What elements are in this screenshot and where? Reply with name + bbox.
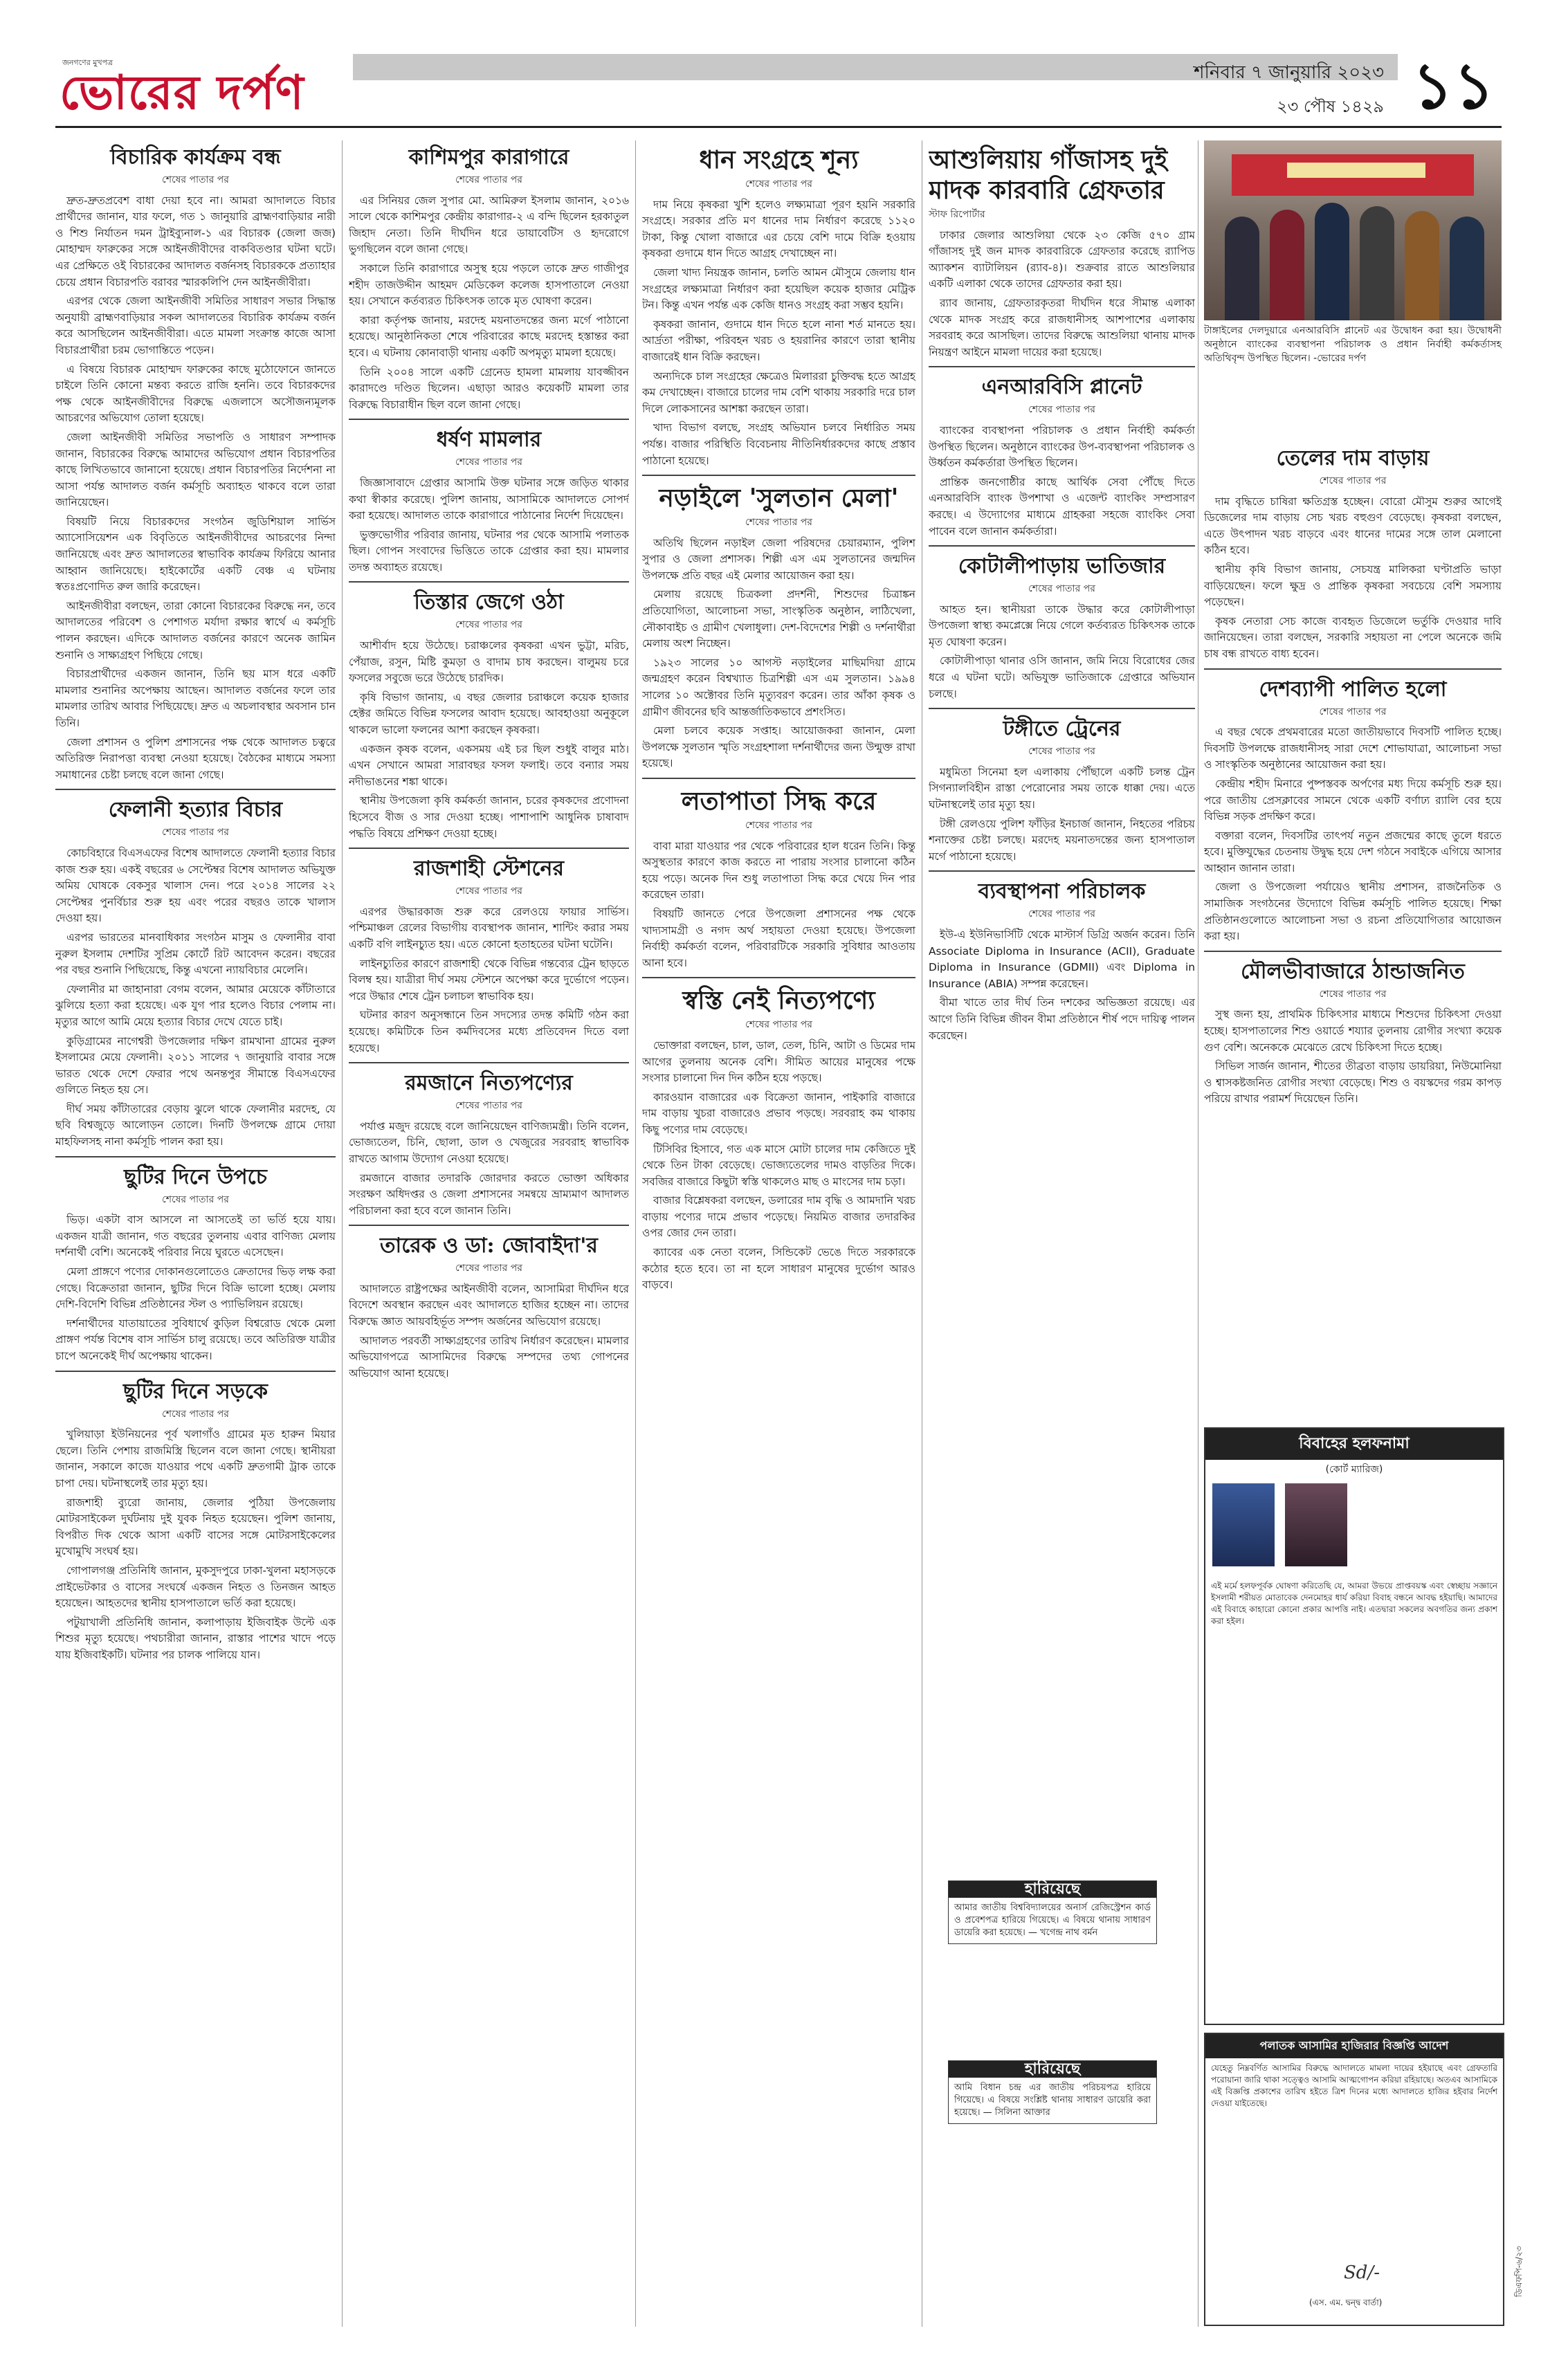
headline[interactable]: রমজানে নিত্যপণ্যের: [405, 1071, 573, 1096]
paragraph: কৃষক নেতারা সেচ কাজে ব্যবহৃত ডিজেলে ভর্তুকি দেওয়ার দাবি জানিয়েছেন। তারা বলছেন, সরকারি সহায়তা না পেলে অনেকে জমি চাষ বন্ধ রাখতে বাধ্য হবেন।: [1204, 614, 1502, 660]
paragraph: আদালতে রাষ্ট্রপক্ষের আইনজীবী বলেন, আসামিরা দীর্ঘদিন ধরে বিদেশে অবস্থান করছেন এবং আদালতে হাজির হচ্ছেন না। তাদের বিরুদ্ধে জ্ঞাত আয়বহির্ভূত সম্পদ অর্জনের অভিযোগ রয়েছে।: [349, 1282, 629, 1328]
paragraph: দাম বৃদ্ধিতে চাষিরা ক্ষতিগ্রস্ত হচ্ছেন। বোরো মৌসুম শুরুর আগেই ডিজেলের দাম বাড়ায় সেচ খরচ বহুগুণ বেড়েছে। কৃষকরা বলছেন, এতে উৎপাদন খরচ বাড়বে এবং ধানের দামের সঙ্গে তাল মেলানো কঠিন হবে।: [1204, 495, 1502, 557]
paragraph: এর সিনিয়র জেল সুপার মো. আমিরুল ইসলাম জানান, ২০১৬ সালে থেকে কাশিমপুর কেন্দ্রীয় কারাগার-২ এ বন্দি ছিলেন হরকাতুল জিহাদ নেতা। তিনি দীর্ঘদিন ধরে ডায়াবেটিস ও হৃদরোগে ভুগছিলেন বলে জানা গেছে।: [349, 194, 629, 256]
affidavit-title: বিবাহের হলফনামা: [1205, 1429, 1503, 1460]
continued-label: শেষের পাতার পর: [162, 174, 229, 185]
side-note: ডিএফপি-৬/২৩: [1514, 2246, 1524, 2297]
page-number: ১১: [1412, 48, 1495, 123]
paragraph: এরপর উদ্ধারকাজ শুরু করে রেলওয়ে ফায়ার সার্ভিস। পশ্চিমাঞ্চল রেলের বিভাগীয় ব্যবস্থাপক জানান, শান্টিং করার সময় একটি বগি লাইনচ্যুত হয়। এতে কোনো হতাহতের ঘটনা ঘটেনি।: [349, 905, 629, 951]
continued-label: শেষের পাতার পর: [1028, 404, 1095, 416]
photo-person: [1450, 217, 1484, 320]
paragraph: রাজশাহী ব্যুরো জানায়, জেলার পুঠিয়া উপজেলায় মোটরসাইকেল দুর্ঘটনায় দুই যুবক নিহত হয়েছেন। পুলিশ জানায়, বিপরীত দিক থেকে আসা একটি বাসের সঙ্গে মোটরসাইকেলের মুখোমুখি সংঘর্ষ হয়।: [55, 1496, 336, 1558]
column-5: [1204, 441, 1502, 1417]
paragraph: এ বছর থেকে প্রথমবারের মতো জাতীয়ভাবে দিবসটি পালিত হচ্ছে। দিবসটি উপলক্ষে রাজধানীসহ সারা দেশে শোভাযাত্রা, আলোচনা সভা ও সাংস্কৃতিক অনুষ্ঠানের আয়োজন করা হয়।: [1204, 726, 1502, 771]
paragraph: আহত হন। স্থানীয়রা তাকে উদ্ধার করে কোটালীপাড়া উপজেলা স্বাস্থ্য কমপ্লেক্সে নিয়ে গেলে কর্তব্যরত চিকিৎসক তাকে মৃত ঘোষণা করেন।: [929, 603, 1195, 648]
article-separator: [929, 366, 1195, 370]
paragraph: কেন্দ্রীয় শহীদ মিনারে পুষ্পস্তবক অর্পণের মধ্য দিয়ে কর্মসূচি শুরু হয়। পরে জাতীয় প্রেসক্লাবের সামনে থেকে একটি বর্ণাঢ্য র‍্যালি বের হয়ে বিভিন্ন সড়ক প্রদক্ষিণ করে।: [1204, 777, 1502, 823]
paragraph: বিষয়টি নিয়ে বিচারকদের সংগঠন জুডিশিয়াল সার্ভিস অ্যাসোসিয়েশন এক বিবৃতিতে আইনজীবীদের আচরণের নিন্দা জানিয়েছে এবং দ্রুত আদালতের স্বাভাবিক কার্যক্রম ফিরিয়ে আনার আহ্বান জানিয়েছে। হাইকোর্টের একটি বেঞ্চ এ ঘটনায় স্বতঃপ্রণোদিত রুল জারি করেছেন।: [55, 515, 336, 594]
paragraph: স্থানীয় কৃষি বিভাগ জানায়, সেচযন্ত্র মালিকরা ঘণ্টাপ্রতি ভাড়া বাড়িয়েছেন। ফলে ক্ষুদ্র ও প্রান্তিক কৃষকরা সবচেয়ে বেশি সমস্যায় পড়েছেন।: [1204, 562, 1502, 609]
paragraph: আশীর্বাদ হয়ে উঠেছে। চরাঞ্চলের কৃষকরা এখন ভুট্টা, মরিচ, পেঁয়াজ, রসুন, মিষ্টি কুমড়া ও বাদাম চাষ করছেন। বালুময় চরে ফসলের সবুজে ভরে উঠেছে চারদিক।: [349, 639, 629, 685]
paragraph: র‍্যাব জানায়, গ্রেফতারকৃতরা দীর্ঘদিন ধরে সীমান্ত এলাকা থেকে মাদক সংগ্রহ করে রাজধানীসহ আশপাশের এলাকায় সরবরাহ করে আসছিল। তাদের বিরুদ্ধে আশুলিয়া থানায় মাদক নিয়ন্ত্রণ আইনে মামলা দায়ের করা হয়েছে।: [929, 296, 1195, 358]
lost-notice-body: আমি বিধান চন্দ্র এর জাতীয় পরিচয়পত্র হারিয়ে গিয়েছে। এ বিষয়ে সংশ্লিষ্ট থানায় সাধারণ ডায়েরি করা হয়েছে। — সিলিনা আক্তার: [954, 2082, 1151, 2118]
newspaper-logo[interactable]: [55, 54, 346, 123]
headline[interactable]: ফেলানী হত্যার বিচার: [108, 798, 283, 823]
masthead: [55, 48, 1502, 130]
paragraph: আদালত পরবর্তী সাক্ষ্যগ্রহণের তারিখ নির্ধারণ করেছেন। মামলার অভিযোগপত্রে আসামিদের বিরুদ্ধে সম্পদের তথ্য গোপনের অভিযোগ আনা হয়েছে।: [349, 1334, 629, 1380]
groom-photo: [1212, 1483, 1275, 1566]
signature: Sd/-: [1344, 2262, 1380, 2283]
paragraph: কুড়িগ্রামের নাগেশ্বরী উপজেলার দক্ষিণ রামখানা গ্রামের নুরুল ইসলামের মেয়ে ফেলানী। ২০১১ সালের ৭ জানুয়ারি বাবার সঙ্গে ভারত থেকে দেশে ফেরার পথে অনন্তপুর সীমান্তে বিএসএফের গুলিতে নিহত হয় সে।: [55, 1034, 336, 1097]
column-2: [349, 140, 629, 2327]
photo-person: [1270, 210, 1304, 320]
logo-wordmark: ভোরের দর্পণ: [60, 65, 304, 120]
issue-dates: [1194, 58, 1384, 122]
paragraph: খুলিয়াড়া ইউনিয়নের পূর্ব খলাগাঁও গ্রামের মৃত হারুন মিয়ার ছেলে। তিনি পেশায় রাজমিস্ত্রি ছিলেন বলে জানা গেছে। স্থানীয়রা জানান, সকালে কাজে যাওয়ার পথে একটি দ্রুতগামী ট্রাক তাকে চাপা দেয়। ঘটনাস্থলেই তার মৃত্যু হয়।: [55, 1428, 336, 1490]
bride-photo: [1285, 1483, 1347, 1566]
continued-label: শেষের পাতার পর: [455, 174, 522, 185]
paragraph: জেলা খাদ্য নিয়ন্ত্রক জানান, চলতি আমন মৌসুমে জেলায় ধান সংগ্রহের লক্ষ্যমাত্রা নির্ধারণ করা হয়েছিল কয়েক হাজার মেট্রিক টন। কিন্তু এখন পর্যন্ত এক কেজি ধানও সংগ্রহ করা সম্ভব হয়নি।: [642, 266, 915, 312]
logo-tagline: জনগণের মুখপত্র: [62, 58, 113, 67]
article-separator: [55, 1371, 336, 1375]
headline[interactable]: মৌলভীবাজারে ঠান্ডাজনিত: [1241, 959, 1465, 984]
paragraph: পটুয়াখালী প্রতিনিধি জানান, কলাপাড়ায় ইজিবাইক উল্টে এক শিশুর মৃত্যু হয়েছে। পথচারীরা জানান, রাস্তার পাশের খাদে পড়ে যায় ইজিবাইকটি। ঘটনার পর চালক পালিয়ে যান।: [55, 1615, 336, 1661]
paragraph: কোটালীপাড়া থানার ওসি জানান, জমি নিয়ে বিরোধের জের ধরে এ ঘটনা ঘটে। অভিযুক্ত ভাতিজাকে গ্রেপ্তারে অভিযান চলছে।: [929, 654, 1195, 700]
lost-notice-title: হারিয়েছে: [949, 1881, 1156, 1898]
lost-notice: [948, 1880, 1157, 1944]
paragraph: প্রান্তিক জনগোষ্ঠীর কাছে আর্থিক সেবা পৌঁছে দিতে এনআরবিসি ব্যাংক উপশাখা ও এজেন্ট ব্যাংকিং সম্প্রসারণ করছে। এ উদ্যোগের মাধ্যমে গ্রাহকরা সহজে ব্যাংকিং সেবা পাবেন বলে জানান কর্মকর্তারা।: [929, 475, 1195, 538]
paragraph: রমজানে বাজার তদারকি জোরদার করতে ভোক্তা অধিকার সংরক্ষণ অধিদপ্তর ও জেলা প্রশাসনের সমন্বয়ে ভ্রাম্যমাণ আদালত পরিচালনা করা হবে বলে জানান তিনি।: [349, 1171, 629, 1217]
paragraph: এরপর থেকে জেলা আইনজীবী সমিতির সাধারণ সভার সিদ্ধান্ত অনুযায়ী ব্রাহ্মণবাড়িয়ার সকল আদালতের বিচারিক কার্যক্রম বর্জন করে আসছিলেন আইনজীবীরা। এতে মামলা সংক্রান্ত কাজে আসা বিচারপ্রার্থীরা চরম ভোগান্তিতে পড়েন।: [55, 295, 336, 356]
paragraph: ফেলানীর মা জাহানারা বেগম বলেন, আমার মেয়েকে কাঁটাতারে ঝুলিয়ে হত্যা করা হয়েছে। এক যুগ পার হলেও বিচার পেলাম না। মৃত্যুর আগে আমি মেয়ে হত্যার বিচার দেখে যেতে চাই।: [55, 982, 336, 1028]
paragraph: সুস্থ জন্য হয়, প্রাথমিক চিকিৎসার মাধ্যমে শিশুদের চিকিৎসা দেওয়া হচ্ছে। হাসপাতালের শিশু ওয়ার্ডে শয্যার তুলনায় রোগীর সংখ্যা কয়েক গুণ বেশি। অনেককে মেঝেতে রেখে চিকিৎসা দিতে হচ্ছে।: [1204, 1008, 1502, 1054]
column-rule: [635, 140, 636, 2327]
article-separator: [349, 1225, 629, 1229]
article-separator: [1204, 668, 1502, 672]
column-1: [55, 140, 336, 2327]
article-separator: [349, 419, 629, 423]
continued-label: শেষের পাতার পর: [1028, 908, 1095, 920]
paragraph: বিষয়টি জানতে পেরে উপজেলা প্রশাসনের পক্ষ থেকে খাদ্যসামগ্রী ও নগদ অর্থ সহায়তা দেওয়া হয়েছে। উপজেলা নির্বাহী কর্মকর্তা বলেন, পরিবারটিকে সরকারি সুবিধার আওতায় আনা হবে।: [642, 907, 915, 969]
paragraph: গোপালগঞ্জ প্রতিনিধি জানান, মুকসুদপুরে ঢাকা-খুলনা মহাসড়কে প্রাইভেটকার ও বাসের সংঘর্ষে একজন নিহত ও তিনজন আহত হয়েছেন। আহতদের স্থানীয় হাসপাতালে ভর্তি করা হয়েছে।: [55, 1564, 336, 1610]
court-notice-title: পলাতক আসামির হাজিরার বিজ্ঞপ্তি আদেশ: [1205, 2034, 1503, 2058]
continued-label: শেষের পাতার পর: [745, 820, 812, 831]
continued-label: শেষের পাতার পর: [455, 886, 522, 897]
paragraph: ঢাকার জেলার আশুলিয়া থেকে ২৩ কেজি ৫৭০ গ্রাম গাঁজাসহ দুই জন মাদক কারবারিকে গ্রেফতার করেছে র‍্যাপিড অ্যাকশন ব্যাটালিয়ন (র‍্যাব-৪)। শুক্রবার রাতে আশুলিয়ার একটি এলাকা থেকে তাদের গ্রেফতার করা হয়।: [929, 228, 1195, 291]
paragraph: দীর্ঘ সময় কাঁটাতারের বেড়ায় ঝুলে থাকে ফেলানীর মরদেহ, যে ছবি বিশ্বজুড়ে আলোড়ন তোলে। দিনটি উপলক্ষে গ্রামে দোয়া মাহফিলসহ নানা কর্মসূচি পালন করা হয়।: [55, 1102, 336, 1148]
headline[interactable]: ধান সংগ্রহে শূন্য: [699, 145, 859, 174]
continued-label: শেষের পাতার পর: [162, 1193, 229, 1205]
continued-label: শেষের পাতার পর: [745, 1019, 812, 1031]
headline[interactable]: নড়াইলে 'সুলতান মেলা': [659, 484, 899, 513]
column-4: [929, 140, 1195, 1849]
paragraph: এরপর ভারতের মানবাধিকার সংগঠন মাসুম ও ফেলানীর বাবা নুরুল ইসলাম দেশটির সুপ্রিম কোর্টে রিট আবেদন করেন। বছরের পর বছর শুনানি পিছিয়েছে, কিন্তু এখনো ন্যায়বিচার মেলেনি।: [55, 931, 336, 977]
paragraph: ভিড়। একটা বাস আসলে না আসতেই তা ভর্তি হয়ে যায়। একজন যাত্রী জানান, গত বছরের তুলনায় এবার বাণিজ্য মেলায় দর্শনার্থী বেশি। অনেকেই পরিবার নিয়ে ঘুরতে এসেছেন।: [55, 1214, 336, 1259]
news-photo[interactable]: [1204, 140, 1502, 320]
header-divider: [55, 126, 1502, 128]
article-separator: [1204, 951, 1502, 955]
court-notice-body: যেহেতু নিম্নবর্ণিত আসামির বিরুদ্ধে আদালতে মামলা দায়ের হইয়াছে এবং গ্রেফতারি পরোয়ানা জারি থাকা সত্ত্বেও আসামি আত্মগোপন করিয়া রহিয়াছে। অতএব আসামিকে এই বিজ্ঞপ্তি প্রকাশের তারিখ হইতে ত্রিশ দিনের মধ্যে আদালতে হাজির হইবার নির্দেশ দেওয়া যাইতেছে।: [1211, 2063, 1497, 2108]
headline[interactable]: কাশিমপুর কারাগারে: [408, 145, 569, 170]
headline[interactable]: তেলের দাম বাড়ায়: [1276, 446, 1430, 470]
paragraph: কারা কর্তৃপক্ষ জানায়, মরদেহ ময়নাতদন্তের জন্য মর্গে পাঠানো হয়েছে। আনুষ্ঠানিকতা শেষে পরিবারের কাছে মরদেহ হস্তান্তর করা হবে। এ ঘটনায় কোনাবাড়ী থানায় একটি অপমৃত্যু মামলা হয়েছে।: [349, 313, 629, 359]
paragraph: জেলা আইনজীবী সমিতির সভাপতি ও সাধারণ সম্পাদক জানান, বিচারকের বিরুদ্ধে আমাদের অভিযোগ প্রধান বিচারপতির কাছে লিখিতভাবে জানানো হয়েছে। প্রধান বিচারপতির নির্দেশনা না আসা পর্যন্ত আদালত বর্জন কর্মসূচি অব্যাহত থাকবে বলে তারা জানিয়েছেন।: [55, 430, 336, 509]
continued-label: শেষের পাতার পর: [455, 1100, 522, 1112]
continued-label: শেষের পাতার পর: [455, 619, 522, 631]
paragraph: দর্শনার্থীদের যাতায়াতের সুবিধার্থে কুড়িল বিশ্বরোড থেকে মেলা প্রাঙ্গণ পর্যন্ত বিশেষ বাস সার্ভিস চালু রয়েছে। তবে অতিরিক্ত যাত্রীর চাপে অনেকেই দীর্ঘ অপেক্ষায় থাকেন।: [55, 1317, 336, 1362]
photo-person: [1315, 203, 1349, 320]
paragraph: ভোক্তারা বলছেন, চাল, ডাল, তেল, চিনি, আটা ও ডিমের দাম আগের তুলনায় অনেক বেশি। সীমিত আয়ের মানুষের পক্ষে সংসার চালানো দিন দিন কঠিন হয়ে পড়ছে।: [642, 1038, 915, 1085]
lost-notice: [948, 2060, 1157, 2124]
paragraph: ঘটনার কারণ অনুসন্ধানে তিন সদস্যের তদন্ত কমিটি গঠন করা হয়েছে। কমিটিকে তিন কর্মদিবসের মধ্যে প্রতিবেদন দিতে বলা হয়েছে।: [349, 1009, 629, 1054]
affidavit-photos: [1205, 1479, 1503, 1576]
headline[interactable]: দেশব্যাপী পালিত হলো: [1259, 677, 1447, 702]
column-3: [642, 140, 915, 2327]
continued-label: শেষের পাতার পর: [1319, 475, 1387, 486]
headline[interactable]: কোটালীপাড়ায় ভাতিজার: [958, 554, 1166, 579]
lost-notice-title: হারিয়েছে: [949, 2061, 1156, 2078]
paragraph: কারওয়ান বাজারের এক বিক্রেতা জানান, পাইকারি বাজারে দাম বাড়ায় খুচরা বাজারেও প্রভাব পড়ছে। সরবরাহ কম থাকায় কিছু পণ্যের দাম বেড়েছে।: [642, 1090, 915, 1136]
continued-label: শেষের পাতার পর: [745, 517, 812, 529]
paragraph: অতিথি ছিলেন নড়াইল জেলা পরিষদের চেয়ারম্যান, পুলিশ সুপার ও জেলা প্রশাসক। শিল্পী এস এম সুলতানের জন্মদিন উপলক্ষে প্রতি বছর এই মেলার আয়োজন করা হয়।: [642, 536, 915, 582]
photo-caption: টাঙ্গাইলের দেলদুয়ারে এনআরবিসি প্লানেট এর উদ্বোধন করা হয়। উদ্বোধনী অনুষ্ঠানে ব্যাংকের ব্যবস্থাপনা পরিচালক ও প্রধান নির্বাহী কর্মকর্তাসহ অতিথিবৃন্দ উপস্থিত ছিলেন। -ভোরের দর্পণ: [1204, 325, 1502, 364]
continued-label: শেষের পাতার পর: [745, 178, 812, 190]
photo-person: [1225, 217, 1259, 320]
paragraph: তিনি ২০০৪ সালে একটি গ্রেনেড হামলা মামলায় যাবজ্জীবন কারাদণ্ডে দণ্ডিত ছিলেন। এছাড়া আরও কয়েকটি মামলা তার বিরুদ্ধে বিচারাধীন ছিল বলে জানা গেছে।: [349, 365, 629, 411]
article-separator: [929, 870, 1195, 875]
issue-date-gregorian: শনিবার ৭ জানুয়ারি ২০২৩: [1194, 62, 1384, 83]
paragraph: মেলায় রয়েছে চিত্রকলা প্রদর্শনী, শিশুদের চিত্রাঙ্কন প্রতিযোগিতা, আলোচনা সভা, সাংস্কৃতিক অনুষ্ঠান, লাঠিখেলা, নৌকাবাইচ ও গ্রামীণ খেলাধুলা। দেশ-বিদেশের শিল্পী ও দর্শনার্থীরা মেলায় অংশ নিচ্ছেন।: [642, 588, 915, 650]
paragraph: ব্যাংকের ব্যবস্থাপনা পরিচালক ও প্রধান নির্বাহী কর্মকর্তা উপস্থিত ছিলেন। অনুষ্ঠানে ব্যাংকের উপ-ব্যবস্থাপনা পরিচালক ও উর্ধ্বতন কর্মকর্তারা উপস্থিত ছিলেন।: [929, 423, 1195, 470]
paragraph: সকালে তিনি কারাগারে অসুস্থ হয়ে পড়লে তাকে দ্রুত গাজীপুর শহীদ তাজউদ্দীন আহমদ মেডিকেল কলেজ হাসপাতালে নেওয়া হয়। সেখানে কর্তব্যরত চিকিৎসক তাকে মৃত ঘোষণা করেন।: [349, 262, 629, 308]
headline[interactable]: ধর্ষণ মামলার: [436, 428, 542, 452]
paragraph: ১৯২৩ সালের ১০ আগস্ট নড়াইলের মাছিমদিয়া গ্রামে জন্মগ্রহণ করেন বিশ্বখ্যাত চিত্রশিল্পী এস এম সুলতান। ১৯৯৪ সালের ১০ অক্টোবর তিনি মৃত্যুবরণ করেন। তার আঁকা কৃষক ও গ্রামীণ জীবনের ছবি আন্তর্জাতিকভাবে প্রশংসিত।: [642, 656, 915, 718]
article-separator: [642, 977, 915, 981]
headline[interactable]: ছুটির দিনে উপচে: [124, 1164, 267, 1189]
paragraph: বক্তারা বলেন, দিবসটির তাৎপর্য নতুন প্রজন্মের কাছে তুলে ধরতে হবে। মুক্তিযুদ্ধের চেতনায় উদ্বুদ্ধ হয়ে দেশ গঠনে সবাইকে এগিয়ে আসার আহ্বান জানান তারা।: [1204, 829, 1502, 875]
article-separator: [55, 1156, 336, 1160]
paragraph: একজন কৃষক বলেন, একসময় এই চর ছিল শুধুই বালুর মাঠ। এখন সেখানে আমরা সারাবছর ফসল ফলাই। তবে বন্যার সময় নদীভাঙনের শঙ্কা থাকে।: [349, 742, 629, 788]
continued-label: শেষের পাতার পর: [1028, 583, 1095, 595]
paragraph: অন্যদিকে চাল সংগ্রহের ক্ষেত্রেও মিলাররা চুক্তিবদ্ধ হতে আগ্রহ কম দেখাচ্ছেন। বাজারে চালের দাম বেশি থাকায় সরকারি দরে চাল দিলে লোকসানের আশঙ্কা করছেন তারা।: [642, 369, 915, 415]
headline[interactable]: ছুটির দিনে সড়কে: [122, 1379, 268, 1404]
article-separator: [929, 708, 1195, 712]
paragraph: বাবা মারা যাওয়ার পর থেকে পরিবারের হাল ধরেন তিনি। কিন্তু অসুস্থতার কারণে কাজ করতে না পারায় সংসার চালানো কঠিন হয়ে পড়ে। অনেক দিন শুধু লতাপাতা সিদ্ধ করে খেয়ে দিন পার করেছেন তারা।: [642, 839, 915, 901]
photo-person: [1405, 211, 1439, 320]
continued-label: শেষের পাতার পর: [1319, 988, 1387, 1000]
headline[interactable]: স্বস্তি নেই নিত্যপণ্যে: [682, 986, 875, 1016]
issue-date-bangla: ২৩ পৌষ ১৪২৯: [1277, 97, 1384, 116]
court-notice-signatory: (এস. এম. দ্বন্দ্ব বার্তা): [1309, 2298, 1383, 2307]
continued-label: শেষের পাতার পর: [162, 1408, 229, 1420]
article-separator: [642, 475, 915, 479]
affidavit-notice: [1204, 1427, 1504, 2025]
article-separator: [349, 1062, 629, 1066]
continued-label: শেষের পাতার পর: [1028, 746, 1095, 758]
headline[interactable]: তিস্তার জেগে ওঠা: [414, 590, 564, 615]
article-separator: [55, 789, 336, 793]
article-separator: [349, 581, 629, 585]
paragraph: দাম নিয়ে কৃষকরা খুশি হলেও লক্ষ্যমাত্রা পূরণ হয়নি সরকারি সংগ্রহে। সরকার প্রতি মণ ধানের দাম নির্ধারণ করেছে ১১২০ টাকা, কিন্তু খোলা বাজারে এর চেয়ে বেশি দামে বিক্রি হওয়ায় কৃষকরা গুদামে ধান দিতে আগ্রহ দেখাচ্ছেন না।: [642, 198, 915, 260]
headline[interactable]: লতাপাতা সিদ্ধ করে: [681, 787, 877, 816]
paragraph: বীমা খাতে তার দীর্ঘ তিন দশকের অভিজ্ঞতা রয়েছে। এর আগে তিনি বিভিন্ন জীবন বীমা প্রতিষ্ঠানে শীর্ষ পদে দায়িত্ব পালন করেছেন।: [929, 996, 1195, 1042]
headline[interactable]: বিচারিক কার্যক্রম বন্ধ: [110, 145, 281, 170]
paragraph: কৃষি বিভাগ জানায়, এ বছর জেলার চরাঞ্চলে কয়েক হাজার হেক্টর জমিতে বিভিন্ন ফসলের আবাদ হয়েছে। আবহাওয়া অনুকূলে থাকলে ভালো ফলনের আশা করছেন কৃষকরা।: [349, 690, 629, 737]
continued-label: শেষের পাতার পর: [455, 1263, 522, 1274]
column-rule: [342, 140, 343, 2327]
continued-label: শেষের পাতার পর: [455, 457, 522, 468]
paragraph: লাইনচ্যুতির কারণে রাজশাহী থেকে বিভিন্ন গন্তব্যের ট্রেন ছাড়তে বিলম্ব হয়। যাত্রীরা দীর্ঘ সময় স্টেশনে অপেক্ষা করে দুর্ভোগে পড়েন। পরে উদ্ধার শেষে ট্রেন চলাচল স্বাভাবিক হয়।: [349, 957, 629, 1003]
headline[interactable]: তারেক ও ডা: জোবাইদা'র: [380, 1234, 598, 1258]
paragraph: মেলা প্রাঙ্গণে পণ্যের দোকানগুলোতেও ক্রেতাদের ভিড় লক্ষ করা গেছে। বিক্রেতারা জানান, ছুটির দিনে বিক্রি ভালো হচ্ছে। মেলায় দেশি-বিদেশি বিভিন্ন প্রতিষ্ঠানের স্টল ও প্যাভিলিয়ন রয়েছে।: [55, 1265, 336, 1311]
paragraph: পর্যাপ্ত মজুদ রয়েছে বলে জানিয়েছেন বাণিজ্যমন্ত্রী। তিনি বলেন, ভোজ্যতেল, চিনি, ছোলা, ডাল ও খেজুরের সরবরাহ স্বাভাবিক রাখতে আগাম উদ্যোগ নেওয়া হয়েছে।: [349, 1119, 629, 1165]
paragraph: জেলা প্রশাসন ও পুলিশ প্রশাসনের পক্ষ থেকে আদালত চত্বরে অতিরিক্ত নিরাপত্তা ব্যবস্থা নেওয়া হয়েছে। বৈঠকের মাধ্যমে সমস্যা সমাধানের চেষ্টা চলছে বলে জানা গেছে।: [55, 735, 336, 781]
paragraph: ক্যাবের এক নেতা বলেন, সিন্ডিকেট ভেঙে দিতে সরকারকে কঠোর হতে হবে। তা না হলে সাধারণ মানুষের দুর্ভোগ আরও বাড়বে।: [642, 1246, 915, 1292]
article-separator: [642, 778, 915, 782]
photo-banner-strip: [1287, 163, 1425, 178]
paragraph: কোচবিহারে বিএসএফের বিশেষ আদালতে ফেলানী হত্যার বিচার কাজ শুরু হয়। একই বছরের ৬ সেপ্টেম্বর বিশেষ আদালত অভিযুক্ত অমিয় ঘোষকে বেকসুর খালাস দেন। পরে ২০১৪ সালের ২২ সেপ্টেম্বর পুনর্বিচার শুরু হয় এবং পরের বছরও তাকে খালাস দেওয়া হয়।: [55, 846, 336, 925]
paragraph: বাজার বিশ্লেষকরা বলছেন, ডলারের দাম বৃদ্ধি ও আমদানি খরচ বাড়ায় পণ্যের দামে প্রভাব পড়েছে। নিয়মিত বাজার তদারকির ওপর জোর দেন তারা।: [642, 1194, 915, 1240]
paragraph: কৃষকরা জানান, গুদামে ধান দিতে হলে নানা শর্ত মানতে হয়। আর্দ্রতা পরীক্ষা, পরিবহন খরচ ও হয়রানির কারণে তারা স্থানীয় বাজারেই ধান বিক্রি করছেন।: [642, 318, 915, 363]
paragraph: আইনজীবীরা বলছেন, তারা কোনো বিচারকের বিরুদ্ধে নন, তবে আদালতের পরিবেশ ও পেশাগত মর্যাদা রক্ষার স্বার্থে এ কর্মসূচি পালন করছেন। এদিকে আদালত বর্জনের কারণে অনেক জামিন শুনানি ও সাক্ষ্যগ্রহণ পিছিয়ে গেছে।: [55, 599, 336, 661]
paragraph: জেলা ও উপজেলা পর্যায়েও স্থানীয় প্রশাসন, রাজনৈতিক ও সামাজিক সংগঠনের উদ্যোগে বিভিন্ন কর্মসূচি পালিত হয়েছে। শিক্ষা প্রতিষ্ঠানগুলোতে আলোচনা সভা ও রচনা প্রতিযোগিতার আয়োজন করা হয়।: [1204, 881, 1502, 943]
paragraph: দ্রুত-দ্রুতপ্রবেশ বাধা দেয়া হবে না। আমরা আদালতে বিচার প্রার্থীদের জানান, যার ফলে, গত ১ জানুয়ারি ব্রাহ্মণবাড়িয়ার নারী ও শিশু নির্যাতন দমন ট্রাইব্যুনাল-১ এর বিচারক (জেলা জজ) মোহাম্মদ ফারুকের সঙ্গে আইনজীবীদের বাকবিতণ্ডার ঘটনা ঘটে। এর প্রেক্ষিতে ওই বিচারকের আদালত বর্জনসহ বিচারককে প্রত্যাহার চেয়ে প্রধান বিচারপতি বরাবর স্মারকলিপি দেন আইনজীবীরা।: [55, 194, 336, 289]
paragraph: ভুক্তভোগীর পরিবার জানায়, ঘটনার পর থেকে আসামি পলাতক ছিল। গোপন সংবাদের ভিত্তিতে তাকে গ্রেপ্তার করা হয়। মামলার তদন্ত অব্যাহত রয়েছে।: [349, 528, 629, 574]
paragraph: জিজ্ঞাসাবাদে গ্রেপ্তার আসামি উক্ত ঘটনার সঙ্গে জড়িত থাকার কথা স্বীকার করেছে। পুলিশ জানায়, আসামিকে আদালতে সোপর্দ করা হয়েছে। আদালত তাকে কারাগারে পাঠানোর নির্দেশ দিয়েছেন।: [349, 476, 629, 522]
newspaper-page: [55, 48, 1502, 2330]
paragraph: খাদ্য বিভাগ বলছে, সংগ্রহ অভিযান চলবে নির্ধারিত সময় পর্যন্ত। বাজার পরিস্থিতি বিবেচনায় নীতিনির্ধারকদের কাছে প্রস্তাব পাঠানো হয়েছে।: [642, 421, 915, 467]
paragraph: টিসিবির হিসাবে, গত এক মাসে মোটা চালের দাম কেজিতে দুই থেকে তিন টাকা বেড়েছে। ভোজ্যতেলের দামও বাড়তির দিকে। সবজির বাজারে কিছুটা স্বস্তি থাকলেও মাছ ও মাংসের দাম চড়া।: [642, 1142, 915, 1188]
paragraph: সিভিল সার্জন জানান, শীতের তীব্রতা বাড়ায় ডায়রিয়া, নিউমোনিয়া ও শ্বাসকষ্টজনিত রোগীর সংখ্যা বেড়েছে। শিশু ও বয়স্কদের গরম কাপড় পরিয়ে রাখার পরামর্শ দিয়েছেন তিনি।: [1204, 1060, 1502, 1106]
paragraph: স্থানীয় উপজেলা কৃষি কর্মকর্তা জানান, চরের কৃষকদের প্রণোদনা হিসেবে বীজ ও সার দেওয়া হচ্ছে। পাশাপাশি আধুনিক চাষাবাদ পদ্ধতি বিষয়ে প্রশিক্ষণ দেওয়া হচ্ছে।: [349, 794, 629, 840]
paragraph: মধুমিতা সিনেমা হল এলাকায় পৌঁছালে একটি চলন্ত ট্রেন সিগন্যালবিহীন রাস্তা পেরোনোর সময় তাকে ধাক্কা দেয়। এতে ঘটনাস্থলেই তার মৃত্যু হয়।: [929, 765, 1195, 812]
paragraph: মেলা চলবে কয়েক সপ্তাহ। আয়োজকরা জানান, মেলা উপলক্ষে সুলতান স্মৃতি সংগ্রহশালা দর্শনার্থীদের জন্য উন্মুক্ত রাখা হয়েছে।: [642, 724, 915, 770]
headline[interactable]: এনআরবিসি প্লানেট: [981, 375, 1142, 400]
paragraph: ইউ-এ ইউনিভার্সিটি থেকে মাস্টার্স ডিগ্রি অর্জন করেন। তিনি Associate Diploma in Insurance (ACII), Graduate Diploma in Insurance (GDMII) এবং Diploma in Insurance (ABIA) সম্পন্ন করেছেন।: [929, 928, 1195, 990]
article-separator: [929, 545, 1195, 549]
affidavit-subtitle: (কোর্ট ম্যারিজ): [1325, 1464, 1383, 1475]
lost-notice-body: আমার জাতীয় বিশ্ববিদ্যালয়ের অনার্স রেজিস্ট্রেশন কার্ড ও প্রবেশপত্র হারিয়ে গিয়েছে। এ বিষয়ে থানায় সাধারণ ডায়েরি করা হয়েছে। — খগেন্দ্র নাথ বর্মন: [954, 1903, 1151, 1938]
headline[interactable]: রাজশাহী স্টেশনের: [414, 857, 564, 881]
headline[interactable]: টঙ্গীতে ট্রেনের: [1003, 717, 1121, 742]
article-separator: [349, 848, 629, 852]
headline[interactable]: ব্যবস্থাপনা পরিচালক: [978, 879, 1146, 904]
paragraph: এ বিষয়ে বিচারক মোহাম্মদ ফারুকের কাছে মুঠোফোনে জানতে চাইলে তিনি কোনো মন্তব্য করতে রাজি হননি। তবে বিচারকদের পক্ষ থেকে আইনজীবীদের বিরুদ্ধে এজলাসে অসৌজন্যমূলক আচরণের অভিযোগ তোলা হয়েছে।: [55, 363, 336, 425]
headline[interactable]: আশুলিয়ায় গাঁজাসহ দুই মাদক কারবারি গ্রেফতার: [929, 145, 1168, 205]
photo-person: [1360, 206, 1394, 320]
continued-label: শেষের পাতার পর: [162, 827, 229, 839]
paragraph: টঙ্গী রেলওয়ে পুলিশ ফাঁড়ির ইনচার্জ জানান, নিহতের পরিচয় শনাক্তের চেষ্টা চলছে। মরদেহ ময়নাতদন্তের জন্য হাসপাতাল মর্গে পাঠানো হয়েছে।: [929, 817, 1195, 863]
paragraph: বিচারপ্রার্থীদের একজন জানান, তিনি ছয় মাস ধরে একটি মামলার শুনানির অপেক্ষায় আছেন। আদালত বর্জনের ফলে তার মামলার তারিখ আবার পিছিয়েছে। দ্রুত এ অচলাবস্থার অবসান চান তিনি।: [55, 668, 336, 729]
court-notice: [1204, 2033, 1504, 2326]
affidavit-body: এই মর্মে হলফপূর্বক ঘোষণা করিতেছি যে, আমরা উভয়ে প্রাপ্তবয়স্ক এবং স্বেচ্ছায় সজ্ঞানে ইসলামী শরীয়ত মোতাবেক দেনমোহর ধার্য করিয়া বিবাহ বন্ধনে আবদ্ধ হইয়াছি। আমাদের এই বিবাহে কাহারো কোনো প্রকার আপত্তি নাই। এতদ্বারা সকলের অবগতির জন্য প্রকাশ করা হইল।: [1211, 1581, 1497, 1626]
byline: স্টাফ রিপোর্টার: [929, 209, 985, 220]
continued-label: শেষের পাতার পর: [1319, 706, 1387, 717]
